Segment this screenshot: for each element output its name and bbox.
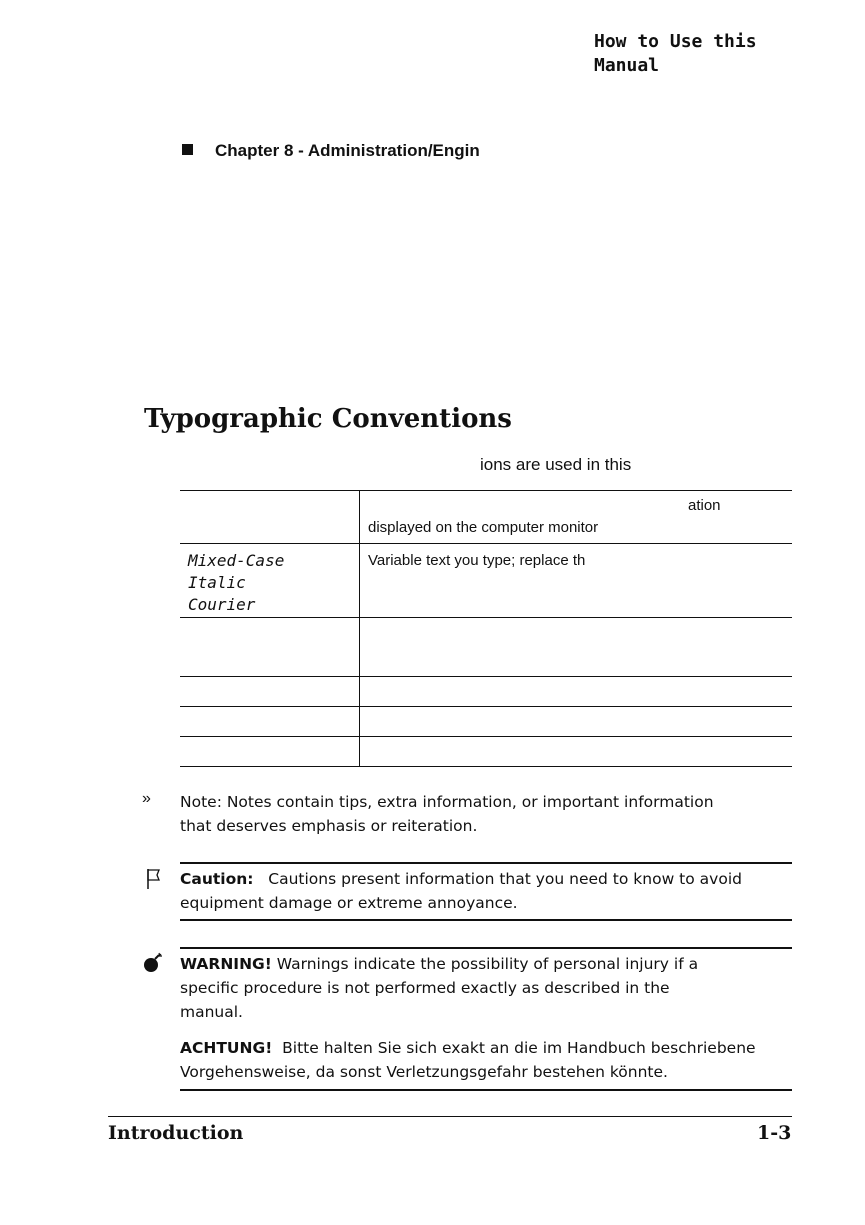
table-cell-meaning bbox=[360, 707, 792, 736]
footer-rule bbox=[108, 1116, 792, 1117]
table-row bbox=[180, 618, 792, 677]
table-row bbox=[180, 677, 792, 707]
running-header-line2: Manual bbox=[594, 55, 660, 76]
chapter-item-text: Chapter 8 - Administration/Engin bbox=[215, 141, 480, 160]
warning-top-rule bbox=[180, 947, 792, 949]
table-cell-convention bbox=[180, 677, 360, 706]
achtung-line2: Vorgehensweise, da sonst Verletzungsgefahr bestehen könnte. bbox=[180, 1063, 668, 1081]
table-cell-text: Courier bbox=[188, 595, 256, 614]
table-cell-meaning bbox=[360, 677, 792, 706]
chapter-list-item bbox=[182, 141, 480, 161]
warning-line1: Warnings indicate the possibility of personal injury if a bbox=[276, 955, 699, 973]
table-row bbox=[180, 707, 792, 737]
table-cell-convention bbox=[180, 707, 360, 736]
table-cell-meaning bbox=[360, 737, 792, 766]
table-cell-text: Mixed-Case bbox=[188, 551, 285, 570]
note-arrow-icon: » bbox=[142, 790, 151, 807]
square-bullet-icon bbox=[182, 144, 193, 155]
table-cell-meaning bbox=[360, 618, 792, 676]
running-header-line1: How to Use this bbox=[594, 31, 757, 52]
caution-flag-icon bbox=[146, 868, 162, 895]
table-cell-convention bbox=[180, 618, 360, 676]
achtung-line1: Bitte halten Sie sich exakt an die im Handbuch beschriebene bbox=[282, 1039, 756, 1057]
table-cell-text: Variable text you type; replace th bbox=[368, 552, 586, 569]
table-cell-text: displayed on the computer monitor bbox=[368, 519, 599, 536]
running-header bbox=[594, 30, 844, 78]
table-row bbox=[180, 491, 792, 544]
warning-bottom-rule bbox=[180, 1089, 792, 1091]
note-line1: Note: Notes contain tips, extra information, or important information bbox=[180, 793, 714, 811]
table-cell-convention bbox=[180, 544, 360, 617]
conventions-table bbox=[180, 490, 792, 767]
note-block bbox=[180, 790, 792, 838]
section-intro: ions are used in this bbox=[480, 455, 632, 474]
table-row bbox=[180, 544, 792, 618]
achtung-block bbox=[180, 1036, 792, 1084]
table-cell-text: ation bbox=[688, 497, 721, 514]
section-title: Typographic Conventions bbox=[144, 404, 512, 434]
warning-block bbox=[180, 952, 792, 1024]
caution-line1: Cautions present information that you need to know to avoid bbox=[268, 870, 742, 888]
page-number: 1-3 bbox=[757, 1122, 792, 1144]
warning-bomb-icon bbox=[142, 952, 164, 980]
table-cell-convention bbox=[180, 491, 360, 543]
warning-line2: specific procedure is not performed exactly as described in the bbox=[180, 979, 670, 997]
table-cell-meaning bbox=[360, 544, 792, 617]
table-row bbox=[180, 737, 792, 767]
table-cell-convention bbox=[180, 737, 360, 766]
caution-top-rule bbox=[180, 862, 792, 864]
note-line2: that deserves emphasis or reiteration. bbox=[180, 817, 478, 835]
table-cell-meaning bbox=[360, 491, 792, 543]
caution-block bbox=[180, 867, 792, 915]
warning-line3: manual. bbox=[180, 1003, 243, 1021]
achtung-label: ACHTUNG! bbox=[180, 1039, 273, 1057]
table-cell-text: Italic bbox=[188, 573, 246, 592]
caution-line2: equipment damage or extreme annoyance. bbox=[180, 894, 518, 912]
caution-label: Caution: bbox=[180, 870, 254, 888]
caution-bottom-rule bbox=[180, 919, 792, 921]
footer-chapter-name: Introduction bbox=[108, 1122, 244, 1144]
warning-label: WARNING! bbox=[180, 955, 272, 973]
